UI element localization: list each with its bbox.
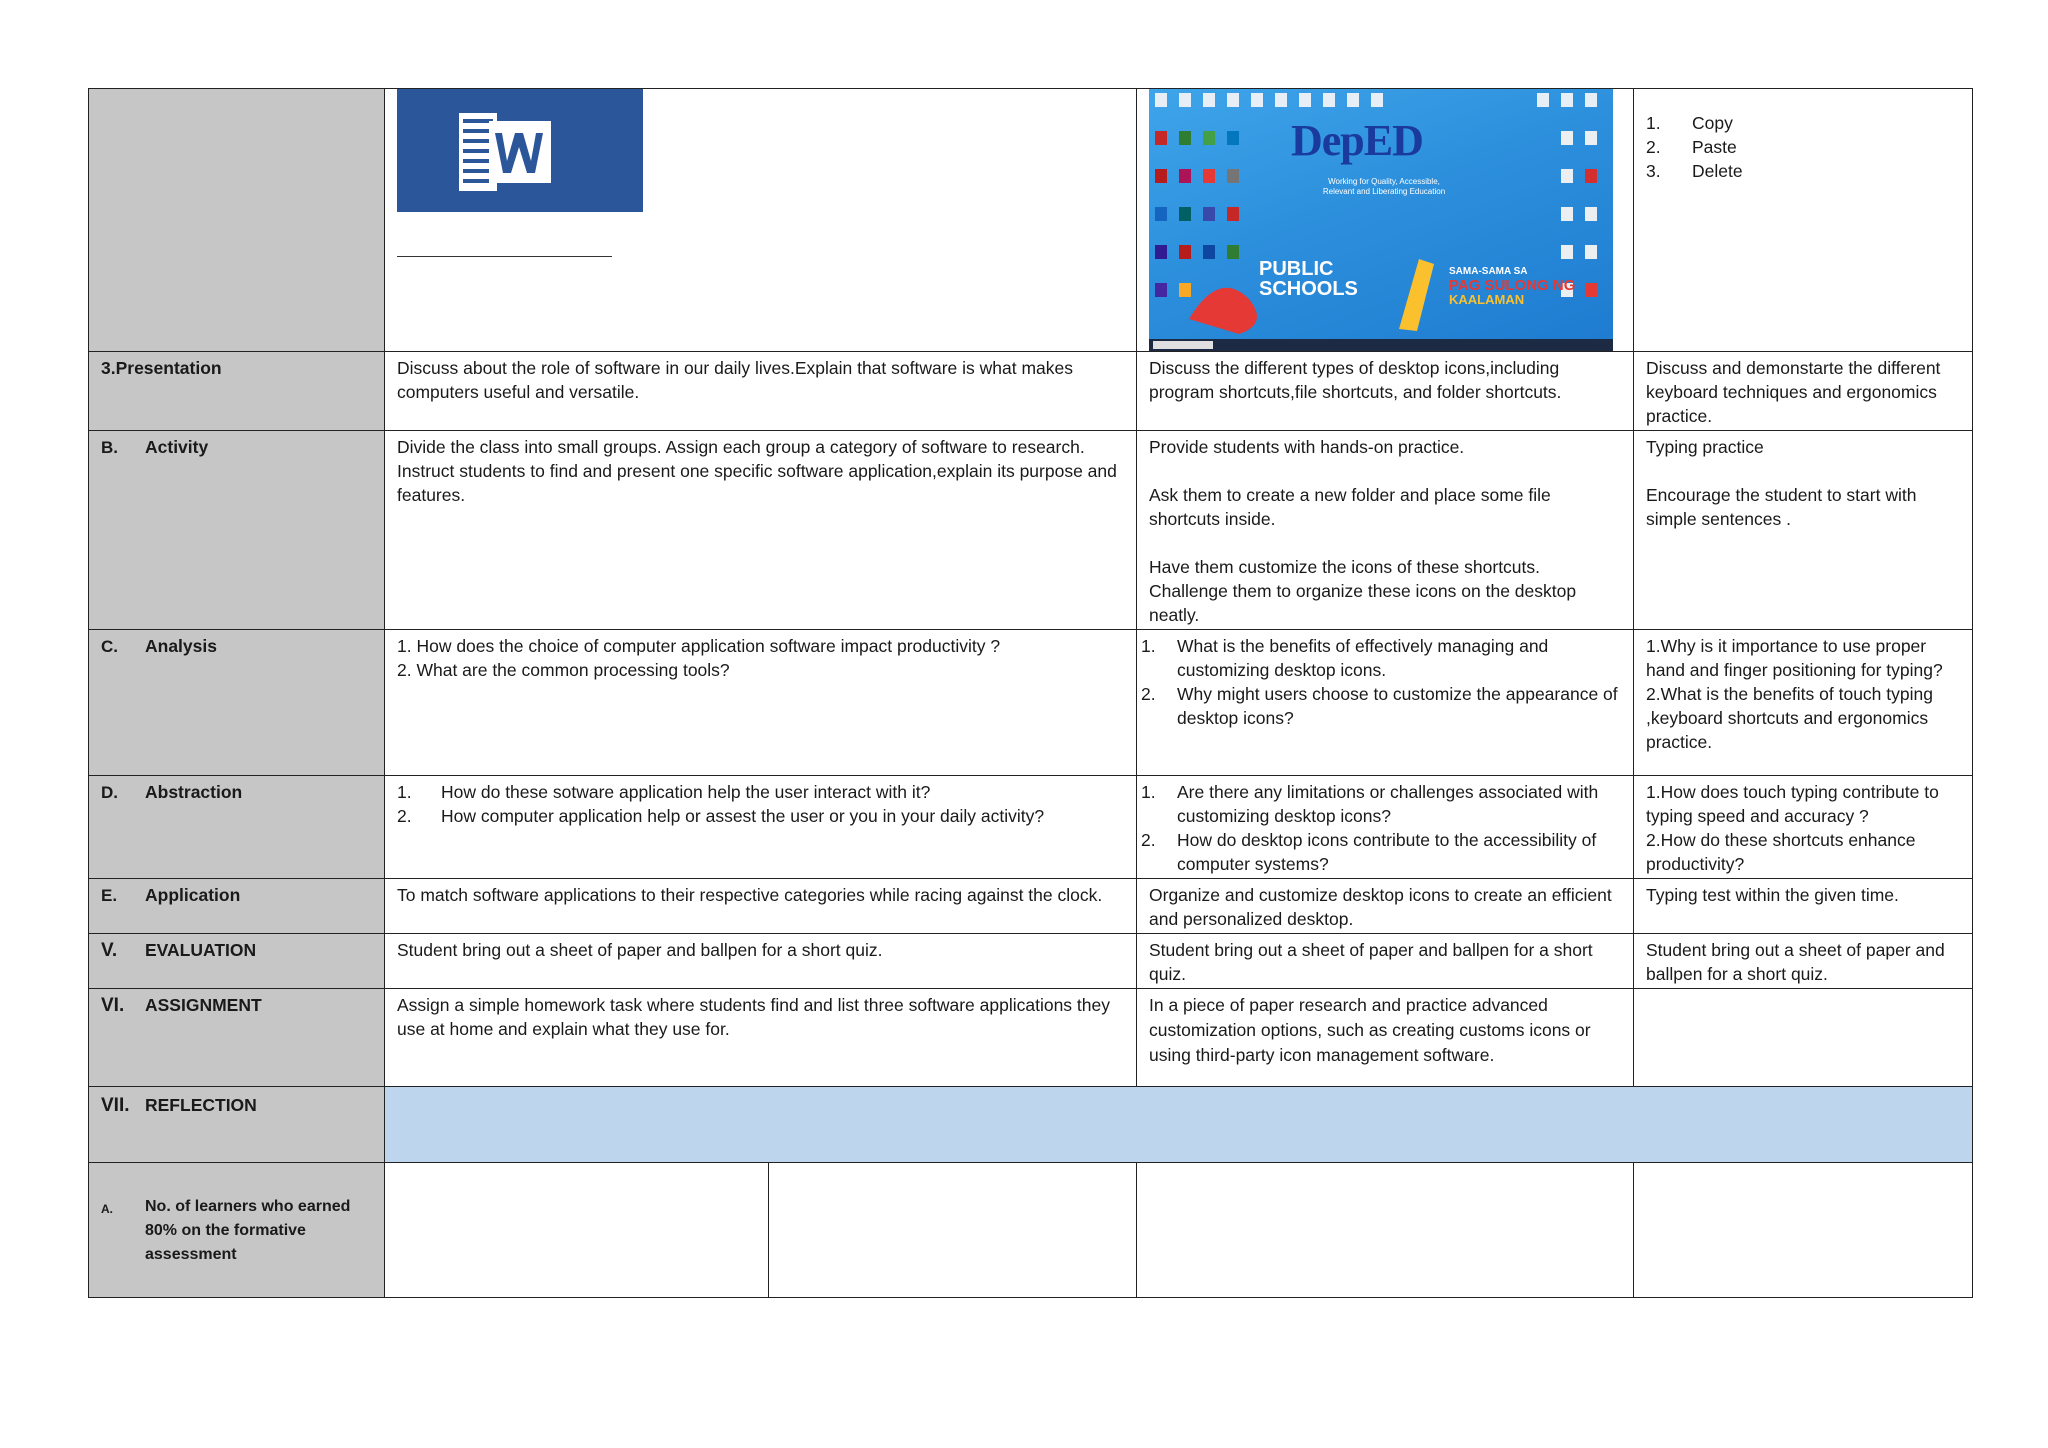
list-text: Why might users choose to customize the appearance of desktop icons? [1177, 684, 1618, 728]
analysis-c3 [1634, 630, 1973, 776]
analysis-c1 [385, 630, 1137, 776]
abstraction-row [89, 776, 1973, 879]
banner-sama-sama: SAMA-SAMA SA [1449, 266, 1528, 277]
paragraph-gap [1149, 459, 1621, 483]
list-number: 3. [1646, 161, 1661, 181]
learners-c1a [385, 1163, 769, 1298]
list-item [1646, 159, 1960, 183]
activity-c1: Divide the class into small groups. Assign each group a category of software to research. Instruct students to find and present one specific software application,explain its purpose and features. [385, 431, 1137, 630]
abstraction-number: D. [101, 783, 118, 802]
list-number: 1. [1141, 636, 1156, 656]
list-number: 1. [1646, 113, 1661, 133]
analysis-c1-q2: 2. What are the common processing tools? [397, 660, 730, 680]
list-text: Delete [1692, 161, 1743, 181]
blank-answer-line [397, 256, 612, 257]
activity-c3 [1634, 431, 1973, 630]
application-c2: Organize and customize desktop icons to create an efficient and personalized desktop. [1137, 879, 1634, 934]
activity-c2 [1137, 431, 1634, 630]
assignment-row [89, 989, 1973, 1087]
presentation-c1: Discuss about the role of software in our daily lives.Explain that software is what makes computers useful and versatile. [385, 352, 1137, 431]
learners-label-inner [101, 1195, 372, 1267]
list-number: 1. [397, 782, 412, 802]
application-row [89, 879, 1973, 934]
list-text: Are there any limitations or challenges associated with customizing desktop icons? [1177, 782, 1599, 826]
analysis-c1-q1: 1. How does the choice of computer application software impact productivity ? [397, 636, 1001, 656]
list-text: What is the benefits of effectively managing and customizing desktop icons. [1177, 636, 1549, 680]
learners-c3 [1634, 1163, 1973, 1298]
analysis-label-text: Analysis [145, 636, 217, 656]
evaluation-label [89, 934, 385, 989]
list-number: 2. [1141, 684, 1156, 704]
activity-row [89, 431, 1973, 630]
abstraction-c3-q2: 2.How do these shortcuts enhance productivity? [1646, 830, 1916, 874]
activity-number: B. [101, 438, 118, 457]
activity-c2-p2: Ask them to create a new folder and place some file shortcuts inside. [1149, 485, 1551, 529]
list-number: 1. [1141, 782, 1156, 802]
assignment-number: VI. [101, 995, 125, 1016]
learners-c1b [769, 1163, 1137, 1298]
abstraction-c3 [1634, 776, 1973, 879]
reflection-label [89, 1087, 385, 1163]
analysis-c3-q2: 2.What is the benefits of touch typing ,keyboard shortcuts and ergonomics practice. [1646, 684, 1933, 752]
application-label [89, 879, 385, 934]
abstraction-label [89, 776, 385, 879]
learners-row [89, 1163, 1973, 1298]
presentation-c2: Discuss the different types of desktop icons,including program shortcuts,file shortcuts, and folder shortcuts. [1137, 352, 1634, 431]
activity-label-text: Activity [145, 437, 209, 457]
abstraction-c1-list [397, 780, 1124, 828]
list-item [1141, 682, 1621, 730]
list-text: How do desktop icons contribute to the accessibility of computer systems? [1177, 830, 1597, 874]
banner-kaalaman: KAALAMAN [1449, 292, 1525, 307]
activity-c3-p1: Typing practice [1646, 437, 1764, 457]
application-c1: To match software applications to their respective categories while racing against the clock. [385, 879, 1137, 934]
list-number: 2. [1646, 137, 1661, 157]
application-c3: Typing test within the given time. [1634, 879, 1973, 934]
reflection-row [89, 1087, 1973, 1163]
learners-number: A. [101, 1202, 113, 1216]
word-cell [385, 89, 1137, 352]
list-text: How computer application help or assest the user or you in your daily activity? [441, 806, 1045, 826]
evaluation-number: V. [101, 940, 118, 961]
abstraction-c2-list [1141, 780, 1621, 876]
list-item [397, 780, 1124, 804]
analysis-c2 [1137, 630, 1634, 776]
application-number: E. [101, 886, 118, 905]
analysis-row [89, 630, 1973, 776]
activity-c2-p1: Provide students with hands-on practice. [1149, 437, 1465, 457]
presentation-label: 3.Presentation [89, 352, 385, 431]
list-item [397, 804, 1124, 828]
deped-tagline [1299, 177, 1469, 197]
list-number: 2. [1141, 830, 1156, 850]
microsoft-word-icon [397, 89, 643, 212]
learners-label-text: No. of learners who earned 80% on the formative assessment [145, 1198, 351, 1263]
analysis-c2-list [1141, 634, 1621, 730]
paragraph-gap [1646, 459, 1960, 483]
activity-c2-p3: Have them customize the icons of these shortcuts. Challenge them to organize these icons on the desktop neatly. [1149, 557, 1577, 625]
assignment-c2: In a piece of paper research and practice advanced customization options, such as creating customs icons or using third-party icon management software. [1137, 989, 1634, 1087]
list-item [1141, 634, 1621, 682]
banner-public: PUBLIC [1259, 258, 1334, 280]
evaluation-c2: Student bring out a sheet of paper and ballpen for a short quiz. [1137, 934, 1634, 989]
learners-label [89, 1163, 385, 1298]
assignment-label [89, 989, 385, 1087]
reflection-number: VII. [101, 1095, 130, 1116]
banner-pag-sulong: PAG SULONG NG [1449, 277, 1576, 294]
evaluation-row [89, 934, 1973, 989]
list-item [1141, 780, 1621, 828]
paragraph-gap [1149, 531, 1621, 555]
word-logo-graphic [397, 89, 643, 212]
analysis-c3-q1: 1.Why is it importance to use proper hand and finger positioning for typing? [1646, 636, 1943, 680]
activity-label [89, 431, 385, 630]
sama-sama-banner [1449, 265, 1575, 307]
activity-c3-p2: Encourage the student to start with simple sentences . [1646, 485, 1917, 529]
list-text: Paste [1692, 137, 1737, 157]
copy-paste-delete-cell [1634, 89, 1973, 352]
presentation-row [89, 352, 1973, 431]
abstraction-c1 [385, 776, 1137, 879]
assignment-c3 [1634, 989, 1973, 1087]
list-text: Copy [1692, 113, 1733, 133]
evaluation-label-text: EVALUATION [145, 940, 257, 960]
reflection-fill-cell [385, 1087, 1973, 1163]
list-number: 2. [397, 806, 412, 826]
abstraction-c2 [1137, 776, 1634, 879]
list-item [1141, 828, 1621, 876]
deped-brand: DepED [1291, 116, 1423, 165]
desktop-screenshot-image [1149, 89, 1613, 351]
analysis-number: C. [101, 637, 118, 656]
banner-schools: SCHOOLS [1259, 278, 1358, 300]
list-text: How do these sotware application help the user interact with it? [441, 782, 931, 802]
application-label-text: Application [145, 885, 241, 905]
evaluation-c1: Student bring out a sheet of paper and ballpen for a short quiz. [385, 934, 1137, 989]
desktop-screenshot-cell [1137, 89, 1634, 352]
evaluation-c3: Student bring out a sheet of paper and ballpen for a short quiz. [1634, 934, 1973, 989]
tagline-line-1: Working for Quality, Accessible, [1328, 177, 1440, 186]
reflection-label-text: REFLECTION [145, 1095, 257, 1115]
assignment-label-text: ASSIGNMENT [145, 995, 262, 1015]
learners-c2 [1137, 1163, 1634, 1298]
presentation-c3: Discuss and demonstarte the different keyboard techniques and ergonomics practice. [1634, 352, 1973, 431]
image-row [89, 89, 1973, 352]
list-item [1646, 135, 1960, 159]
public-schools-banner [1259, 259, 1358, 299]
lesson-plan-table [88, 88, 1973, 1298]
assignment-c1: Assign a simple homework task where students find and list three software applications they use at home and explain what they use for. [385, 989, 1137, 1087]
analysis-label [89, 630, 385, 776]
abstraction-label-text: Abstraction [145, 782, 243, 802]
abstraction-c3-q1: 1.How does touch typing contribute to typing speed and accuracy ? [1646, 782, 1939, 826]
blank-label-cell [89, 89, 385, 352]
tagline-line-2: Relevant and Liberating Education [1322, 187, 1446, 196]
edit-command-list [1646, 111, 1960, 183]
list-item [1646, 111, 1960, 135]
